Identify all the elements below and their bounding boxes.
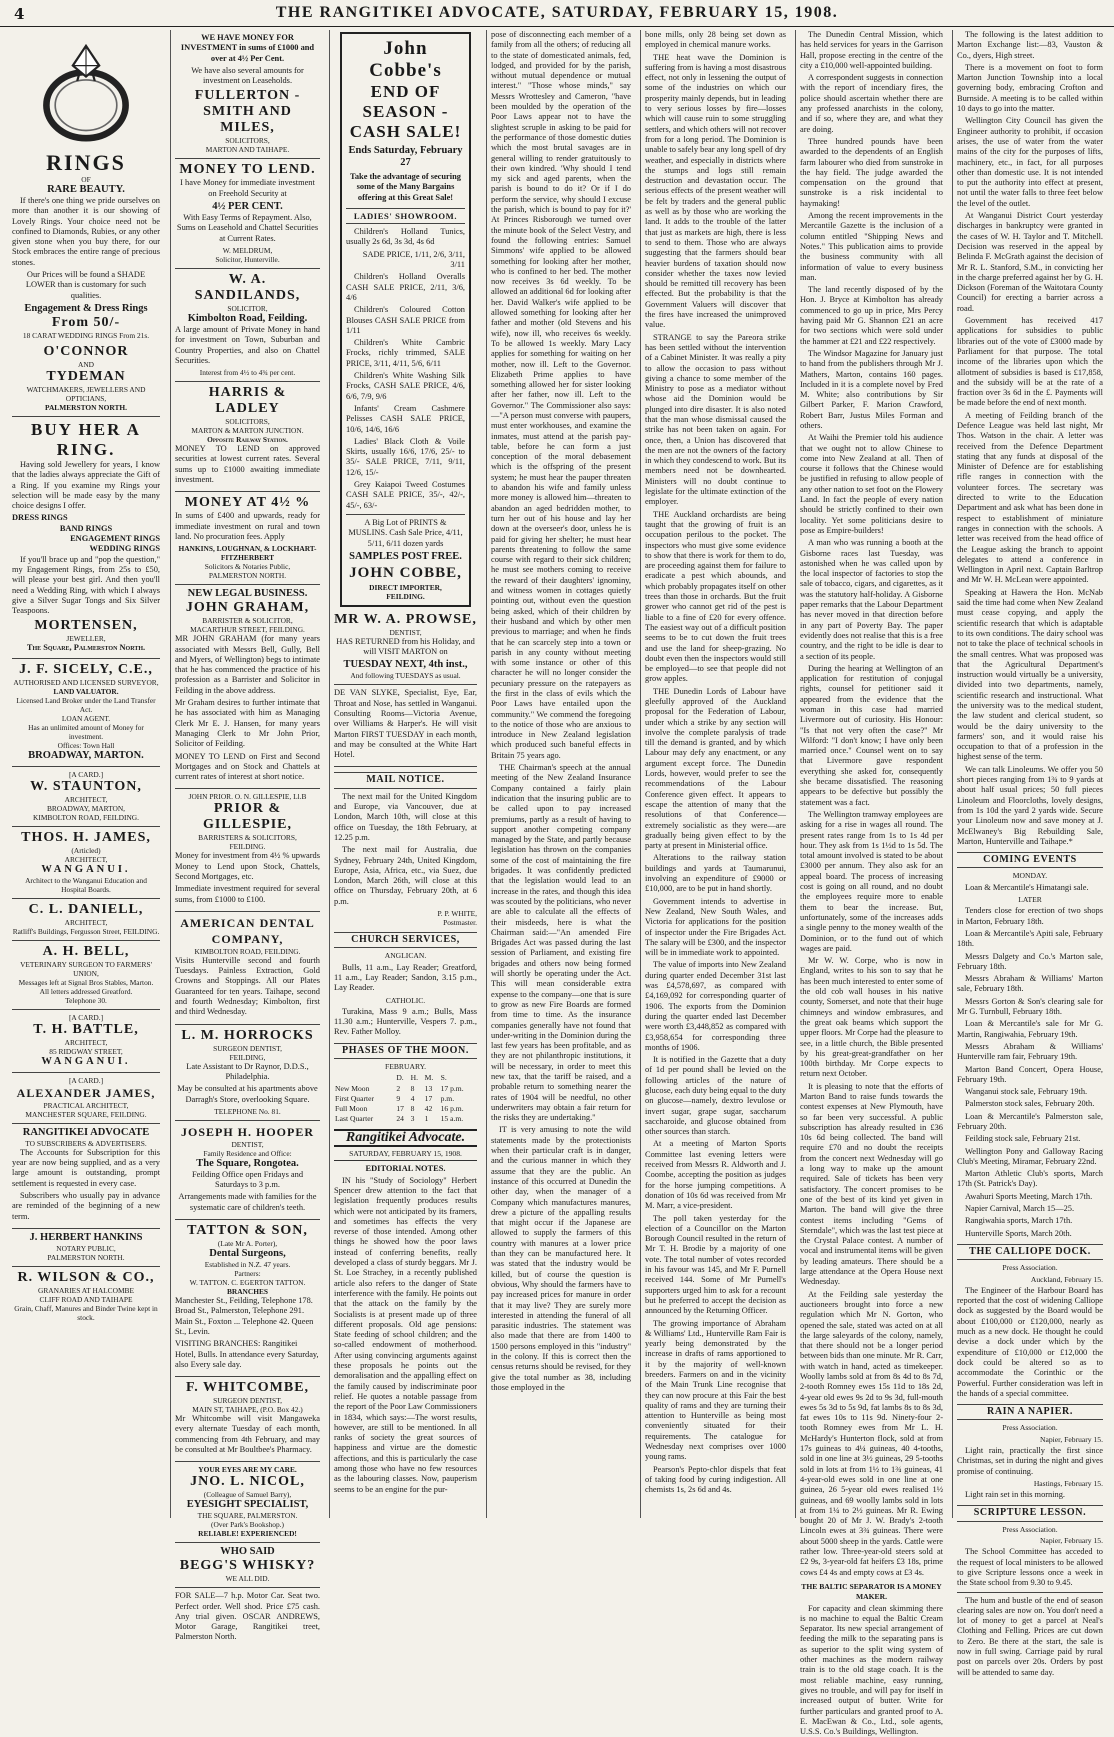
moon-phases-heading: PHASES OF THE MOON. [334,1043,477,1059]
church-services-heading: CHURCH SERVICES, [334,932,477,948]
advocate-notice: RANGITIKEI ADVOCATE TO SUBSCRIBERS & ADVERTISERS. The Accounts for Subscription for this year are now being supplied, and as a very large amount is outstanding, prompt settlement is requested in every case. Subscribers who usually pay in advance are reminded of the beginning of a new term. [12,1124,160,1229]
whitcombe-ad: F. WHITCOMBE, SURGEON DENTIST, MAIN ST, TAIHAPE, (P.O. Box 42.) Mr Whitcombe will visit Mangaweka every alternate Tuesday of each month, commencing from 4th February, and may be consulted at Mr Boultbee's Pharmacy. [175,1377,320,1462]
column-1 [8,30,164,1518]
battle-ad: [A CARD.] T. H. BATTLE, ARCHITECT, 85 RIDGWAY STREET, WANGANUI. [12,1010,160,1073]
newspaper-title: THE RANGITIKEI ADVOCATE, SATURDAY, FEBRUARY 15, 1908. [275,4,839,21]
mail-notice-heading: MAIL NOTICE. [334,772,477,788]
events-list [957,906,1103,1239]
editorial-continued: pose of disconnecting each member of a family from all the others; of reducing all to the state of domesticated animals, fed, lodged, and provided for by the parish, without mutual dependence or mutual interest." "Those whose minds," say Messrs Wrottesley and Cameron, "have been moulded by the operation of the Poor Laws appear not to have the slightest scruple in asking to be paid for the performance of those domestic duties which the most brutal savages are in general willing to render gratuitously to their own kindred. 'Why should I tend my sick and aged parents, when the parish is bound to do it? Or if I do perform the service, why should I excuse the parish, which is bound to pay for it?' At Princes Risborough we turned over the minute book of the Select Vestry, and found the following entries: Samuel Simmons' wife applied to be allowed something for looking after her mother, who is confined to her bed. The mother now receives 3s 6d weekly. To be allowed an additional 6d for looking after her. David Walker's wife applied to be allowed something for looking after her father and mother (old Stevens and his wife), now ill, who receives 6s weekly. To be allowed 1s weekly. Mary Lacy applies for something for waiting on her mother, now ill. Left to the Governor. Elizabeth Prime applies to have something allowed her for sister looking after her father, now ill. Left to the Governor." The Commissioner also says:—"A person must converse with paupers, must enter workhouses, and examine the inmates, must attend at the parish pay-table, before he can form a just conception of the moral debasement which is the offspring of the present system; he must hear the pauper threaten to abandon his wife and family unless more money is allowed him—threaten to abandon an aged bedridden mother, to turn her out of his house and lay her down at the overseer's door, unless he is paid for giving her shelter; he must hear parents threatening to follow the same course with regard to their sick children; he must see mothers coming to receive the reward of their daughters' ignominy, and witness women in cottages quietly pointing out, without even the question being asked, which of their children by their husband and which by other men previous to marriage; and when he finds that he can scarcely step into a town or parish in any county without meeting with some instance or other of this character he will no longer consider the pecuniary pressure on the ratepayers as the first in the class of evils which the Poor Laws have entailed upon the community." We commend the foregoing to the notice of those who are anxious to introduce in New Zealand legislation which produced such baneful effects in Britain 75 years ago. [491,30,631,760]
rings-heading: RINGS [46,150,126,175]
column-3: John Cobbe's END OF SEASON - CASH SALE! Ends Saturday, February 27 Take the advantage of securing some of the Many Bargains offering at this Great Sale! LADIES' SHOWROOM. Children's Holland Tunics, usually 2s 6d, 3s 3d, 4s 6d SADE PRICE, 1/11, 2/6, 3/11, 3/11 Children's Holland Overalls CASH SALE PRICE, 2/11, 3/6, 4/6 Children's Coloured Cotton Blouses CASH SALE PRICE from 1/11 Children's White Cambric Frocks, richly trimmed, SALE PRICE, 3/11, 4/11, 5/6, 6/11 Children's White Washing Silk Frocks, CASH SALE PRICE, 4/6, 6/6, 7/9, 9/6 Infants' Cream Cashmere Pelisses CASH SALE PRICE, 10/6, 14/6, 16/6 Ladies' Black Cloth & Voile Skirts, usually 16/6, 17/6, 25/- to 35/- SALE PRICE, 7/11, 9/11, 12/6, 15/- Grey Kaiapoi Tweed Costumes CASH SALE PRICE, 35/-, 42/-, 45/-, 63/- A Big Lot of PRINTS & MUSLINS. Cash Sale Price, 4/11, 5/11, 6/11 dozen yards SAMPLES POST FREE. JOHN COBBE, DIRECT IMPORTER, FEILDING. MR W. A. PROWSE, DENTIST, HAS RETURNED from his Holiday, and will VISIT MARTON on TUESDAY NEXT, 4th inst., And following TUESDAYS as usual. DE VAN SLYKE, Specialist, Eye, Ear, Throat and Nose, has settled in Wanganui. Consulting Rooms—Victoria Avenue, over Williams & Harper's. He will visit Marton FIRST TUESDAY in each month, and may be consulted at the White Hart Hotel. MAIL NOTICE. The next mail for the United Kingdom and Europe, via Vancouver, due at London, March 10th, will close at this office on Tuesday, the 18th February, at 12.25 p.m. The next mail for Australia, due Sydney, February 24th, United Kingdom, Europe, Asia, Africa, etc., via Suez, due London, March 26th, will close at this office on Thursday, February 20th, at 6 p.m. P. P. WHITE, Postmaster. CHURCH SERVICES, ANGLICAN. Bulls, 11 a.m., Lay Reader; Greatford, 11 a.m., Lay Reader; Sandon, 3.15 p.m., Lay Reader. CATHOLIC. Turakina, Mass 9 a.m.; Bulls, Mass 11.30 a.m.; Hunterville, Vespers 7. p.m., Rev. Father Molloy. PHASES OF THE MOON. FEBRUARY. D. H. M. S. New Moon 2 8 13 17 p.m. First Quarter 9 4 17 p.m. Full Moon 17 8 42 16 p.m. Last Quarter 24 3 1 15 a.m. Rangitikei Advocate. SATURDAY, FEBRUARY 15, 1908. EDITORIAL NOTES. IN his "Study of Sociology" Herbert Spencer drew attention to the fact that legislation frequently produces results which were not anticipated by its framers, and sometimes has effects the very reverse of those intended. Among other things he showed how the poor laws instead of conferring benefits, really developed a class of sturdy beggars. Mr J. St. Loe Strachey, in a recently published article also refers to the danger of State interference with the family. He points out that the attack on the family by the Socialists is at present made up of three different proposals. Old age pensions: State feeding of school children; and the so-called endowment of motherhood. After using convincing arguments against these proposals he points out the demoralisation and the appalling effect on the family caused by indiscriminate poor relief. He quotes a notable passage from the report of the Poor Law Commissioners in 1834, which says:—The worst results, however, are still to be mentioned. In all ranks of society the great sources of happiness and virtue are the domestic affections, and this is particularly the case among those who have no few resources as the labouring classes. Now, pauperism seems to be an engine for the pur- [329,30,481,1518]
list-item: Marton Band Concert, Opera House, February 19th. [957,1064,1103,1084]
list-item: Messrs Abraham & Williams' Marton sale, February 18th. [957,974,1103,994]
coming-events-heading: COMING EVENTS [957,852,1103,868]
ladies-price-list: Children's Holland Tunics, usually 2s 6d, 3s 3d, 4s 6d SADE PRICE, 1/11, 2/6, 3/11, 3/11 Children's Holland Overalls CASH SALE PRICE, 2/11, 3/6, 4/6 Children's Coloured Cotton Blouses CASH SALE PRICE from 1/11 Children's White Cambric Frocks, richly trimmed, SALE PRICE, 3/11, 4/11, 5/6, 6/11 Children's White Washing Silk Frocks, CASH SALE PRICE, 4/6, 6/6, 7/9, 9/6 Infants' Cream Cashmere Pelisses CASH SALE PRICE, 10/6, 14/6, 16/6 Ladies' Black Cloth & Voile Skirts, usually 16/6, 17/6, 25/- to 35/- SALE PRICE, 7/11, 9/11, 12/6, 15/- Grey Kaiapoi Tweed Costumes CASH SALE PRICE, 35/-, 42/-, 45/-, 63/- [346,227,465,510]
list-item: Awahuri Sports Meeting, March 17th. [965,1191,1093,1201]
prowse-ad: MR W. A. PROWSE, DENTIST, HAS RETURNED from his Holiday, and will VISIT MARTON on TUESDAY NEXT, 4th inst., And following TUESDAYS as usual. [334,609,477,686]
table-row: Last Quarter 24 3 1 15 a.m. [335,1114,464,1124]
column-4 [486,30,635,1518]
money-invest-ad: WE HAVE MONEY FOR INVESTMENT in sums of £1000 and over at 4½ Per Cent. We have also several amounts for investment on Leaseholds. FULLERTON - SMITH AND MILES, SOLICITORS, MARTON AND TAIHAPE. [175,30,320,159]
column-5: bone mills, only 28 being set down as employed in chemical manure works. THE heat wave the Dominion is suffering from is having a most disastrous effect, not only in lessening the output of some of the industries on which our prosperity mainly depends, but in leading to very serious losses by fire—losses which will cause ruin to some struggling settlers, and which others will not recover from for a long period. The Dominion is unable to safely bear any long spell of dry weather, and especially in districts where the stumps and logs still remain destruction and devastation occur. The serious effects of the present weather will be felt by traders and the general public as well as by those who are working the land. It adds to the trouble of the latter that just as markets are high, there is less to send to them. Those who are always suggesting that the farmers should bear heavier burdens of taxation should now consider whether the taxes now levied should be remitted till recovery has been effected. But the probability is that the Government Valuers will discover that the fires have increased the unimproved value. STRANGE to say the Pareora strike has been settled without the intervention of a Cabinet Minister. It was really a pity to allow the occasion to pass without giving a chance to some member of the Ministry to pose as a mediator without whose aid the Dominion would be plunged into dire disaster. It is also noted that the man whose dismissal caused the strike has not been taken on again. For once, then, a Union has discovered that the men are not the owners of the factory in which they condescend to work. But its members need not be downhearted. Ministers will no doubt continue to legislate for the ultimate extinction of the employer. THE Auckland orchardists are being taught that the growing of fruit is an occupation perilous to the pocket. The inspectors who must give some evidence to show that there is work for them to do, are proceeding against them for failure to eradicate a pest which abounds, and which probably propagates itself on other trees than those in orchards. But the fruit grower who cannot get rid of the pest is liable to a fine of £20 for every offence. The easiest way out of a difficult position seems to be to cut down the fruit trees and use the land for sheep-grazing. No doubt even then the inspectors would still be employed—to see that people did not grow apples. THE Dunedin Lords of Labour have gleefully approved of the Auckland proposal for the Federation of Labour, under which a strike by any section will involve the complete paralysis of trade till the demand is granted, and by which Labour may defy any enactment, or any argument except force. The Dunedin Lords, however, would prefer to see the recommendations of the Labour Conference given effect. It appears to escape the attention of many that the resolutions of that Conference—extremely socialistic as they were—are gradually being given effect to by the party at present in Ministerial office. Alterations to the railway station buildings and yards at Taumarunui, involving an expenditure of £9000 or £10,000, are to be put in hand shortly. Government intends to advertise in New Zealand, New South Wales, and Victoria for applications for the position of inspector under the Fire Brigades Act. The salary will be £300, and the inspector will be in immediate work to appointed. The value of imports into New Zealand during quarter ended December 31st last was £4,578,697, as compared with £4,169,092 for corresponding quarter of 1906. The exports from the Dominion during the quarter ended last December were worth £3,448,852 as compared with £3,958,654 for corresponding three months of 1906. It is notified in the Gazette that a duty of 1d per pound shall be levied on the following articles of the nature of glucose, each duty being equal to the duty on glucose—namely, dextro levulose or invert sugar, grape sugar, saccharum saccharoide, and glucose obtained from other sources than starch. At a meeting of Marton Sports Committee last evening letters were received from Messrs R. Aldworth and J. Coombe, accepting the position as judges for the horse jumping competitions. A donation of 10s 6d was received from Mr M. Marr, a vice-president. The poll taken yesterday for the election of a Councillor on the Marton Borough Council resulted in the return of Mr T. H. Brodie by a majority of one vote. The total number of votes recorded in his favour was 145, and Mr F. Purnell received 144. Some of Mr Purnell's supporters urged him to ask for a recount but he preferred to accept the decision as announced by the Returning Officer. The growing importance of Abraham & Williams' Ltd., Hunterville Ram Fair is yearly being demonstrated by the increase in drafts of rams apportioned to it by the majority of well-known breeders. Farmers on and in the vicinity of the Main Trunk Line recognise that they can now procure at this Fair the best quality of rams and they are turning their attention to Hunterville as being most conveniently situated for their requirements. The catalogue for Wednesday next comprises over 1000 young rams. Pearson's Pepto-chlor dispels that feat of taking food by curing indigestion. All chemists 1s, 2s 6d and 4s. [640,30,790,1518]
list-item: Messrs Gorton & Son's clearing sale for Mr G. Turnbull, February 18th. [957,996,1103,1017]
hooper-ad: JOSEPH H. HOOPER DENTIST, Family Residence and Office: The Square, Rongotea. Feilding Office open Fridays and Saturdays to 3 p.m. Arrangements made with families for the systematic care of children's teeth. [175,1121,320,1220]
calliope-dock-heading: THE CALLIOPE DOCK. [957,1244,1103,1260]
column-6: The Dunedin Central Mission, which has held services for years in the Garrison Hall, propose erecting in the centre of the city a £10,000 well-appointed building. A correspondent suggests in connection with the report of incendiary fires, the police should ascertain whether there are any professed anarchists in the colony, and if so, where they are, and what they are doing. Three hundred pounds have been awarded to the dependents of an English farm labourer who died from sunstroke in the hay field. The judge awarded the compensation on the ground that sunstroke is a risk incidental to haymaking! Among the recent improvements in the Mercantile Gazette is the inclusion of a column entitled "Shipping News and Notes." This publication aims to provide the business community with all information of value to every business man. The land recently disposed of by the Hon. J. Bryce at Kimbolton has already commenced to go up in price, Mrs Percy having paid Mr G. Shannon £21 an acre for two sections which were sold under the hammer at £21 and £22 respectively. The Windsor Magazine for January just to hand from the publishers through Mr J. Mathers, Marton, contains 160 pages. Included in it is a complete novel by Fred M. White; also contributions by Sir Gilbert Parker, F. Marion Crawford, Robert Barr, Justus Miles Forman and others. At Waihi the Premier told his audience that we ought not to allow Chinese to come into New Zealand at all. Then of course it follows that the Chinese would be justified in refusing to allow people of any other nation to set foot on the Flowery Land. In fact the people of every nation should be strictly confined to their own locality. Yet some politicians desire to pose as Empire-builders! A man who was running a booth at the Gisborne races last Tuesday, was astonished when he was called upon by the local inspector of factories to stop the sale of tobacco, cigars, and cigarettes, as it was the statutory half-holiday. A Gisborne paper remarks that the Labour Department has never moved in that direction before in any part of Poverty Bay. The paper evidently does not realise that this is a free country, and the right to be idle is dear to a section of its people. During the hearing at Wellington of an application for restitution of conjugal rights, counsel for petitioner said it appeared from the evidence that the woman in this case had married Livermore out of curiosity. His Honour: "Is that not very often the case?" Mr Wilford: "I don't know; I have only been married once." Counsel went on to say that Livermore gave respondent everything she asked for, consequently she became dissatisfied. The reasoning appears to be defective but possibly the statement was a fact. The Wellington tramway employees are asking for a rise in wages all round. The present rates range from 1s to 1s 4d per hour. They ask from 1s 1½d to 1s 5d. The total amount involved is stated to be about £3000 per annum. They also ask for an appeal board. The process of increasing cost is going on all round, and no doubt the employees require more to enable them to bear the increase. But, unfortunately, some of the increases adds a single penny to the money wealth of the Dominion, or to the fund out of which wages are paid. Mr W. W. Corpe, who is now in England, writes to his son to say that he has been much interested to enter some of the old cob wall houses in his native county, Somerset, and note that their huge chimneys and window embrasures, and the great oak beams which support the upper floors. Mr Corpe had the pleasure to see, in a little church, the Bible presented by his great-great-grandfather on her 100th birthday. Mr Corpe expects to return next October. It is pleasing to note that the efforts of Marton Band to raise funds towards the contest expenses at New Plymouth, have so far been very successful. A public subscription has already resulted in £36 10s 6d being collected. The band will require £70 and no doubt the receipts from the concert next Wednesday will go a long way to make up the amount required. Sale of tickets has been very satisfactory. The concert promises to be one of the best of its kind yet given in Marton. The band will give the three contest items including "Gems of Sterndale", which was the last test piece at the Crystal Palace contest. A number of vocal and instrumental items will be given by leading amateurs. There should be a large attendance at the Opera House next Wednesday. At the Feilding sale yesterday the auctioneers brought into force a new regulation which Mr N. Gorton, who opened the sale, stated was acted on at all the large saleyards of the colony, namely, that there should not be a longer period between bids than one minute. Mr R. Carr, with watch in hand, acted as timekeeper. Woolly lambs sold at from 8s 4d to 8s 7d, 2-tooth Romney ewes 15s 11d to 18s 2d, 4-year old ewes 9s 2d to 9s 3d, full-mouth ewes 5s 3d to 5s 9d, fat lambs 8s to 8s 3d, fat ewes 10s to 11s 9d. Ninety-four 2-tooth Romney ewes from Mr L. H. McHardy's Hunterton flock, sold at from 17s guineas to 4¼ guineas, 40 4-tooths, sold in one line at 3½ guineas, 29 5-tooths sold in lots at from 1½ to 1¾ guineas, 41 4-year-old ewes sold in one line at one guinea, 26 5-year old ewes realised 1½ guineas, and 69 woolly lambs sold in lots at from 1¼ to 2½ guineas. Mr R. Ewing bought 20 of Mr J. W. Brady's 2-tooth Lincoln ewes at 3¾ guineas. There were about 5000 sheep in the yards. Cattle were rather low. Three-year-old steers sold at £2 9s, 3-year-old fat heifers £3 18s, prime cows £4 4s and empty cows at £3 4s. THE BALTIC SEPARATOR IS A MONEY MAKER. For capacity and clean skimming there is no machine to equal the Baltic Cream Separator. Its new special arrangement of feeding the milk to the separating pans is as superior to the split wing system of other machines as the modern railway train is to the old stage coach. It is the most reliable machine, easy running, gives no trouble, and will pay for itself in increased output of butter. Write for further particulars and granted proof to A. E. MacEwan & Co., Ltd., sole agents, U.S.S. Co.'s Buildings, Wellington. [795,30,947,1518]
masthead [0,0,1114,27]
list-item: Palmerston stock sales, February 20th. [965,1099,1095,1109]
list-item: Napier Carnival, March 15—25. [965,1204,1075,1214]
list-item: Rangiwahia sports, March 17th. [965,1216,1073,1226]
alexander-james-ad: [A CARD.] ALEXANDER JAMES, PRACTICAL ARCHITECT, MANCHESTER SQUARE, FEILDING. [12,1073,160,1124]
hankins-ad: J. HERBERT HANKINS NOTARY PUBLIC, PALMERSTON NORTH. [12,1229,160,1267]
list-item: Feilding stock sale, February 21st. [965,1134,1081,1144]
table-row: First Quarter 9 4 17 p.m. [335,1093,455,1103]
column-7: The following is the latest addition to Marton Exchange list:—83, Vauston & Co., dyers, High street. There is a movement on foot to form Marton Junction Township into a local governing body, embracing Crofton and Burnside. A meeting is to be called within 10 days to go into the matter. Wellington City Council has given the Engineer authority to prohibit, if occasion arises, the use of water from the water mains of the city for the purposes of lifts, machinery, etc., in fact, for all purposes other than domestic use. It is not intended to put the authority into effect at present, not until the water falls to three feet below the level of the outlet. At Wanganui District Court yesterday discharges in bankruptcy were granted in the cases of W. H. Taylor and T. Mitchell. Decision was reserved in the appeal by Belinda F. McGrath against the decision of Mr R. L. Stanford, S.M., in convicting her in the charge preferred against her by G. H. Dickson (Foreman of the Waitotara County Council) for erecting a barrier across a road. Government has received 417 applications for subsidies to public libraries out of the vote of £3000 made by Parliament for that purpose. The total income of the libraries upon which the allotment of subsidies is based is £17,858, and the subsidy will be at the rate of a fraction over 3s 6d in the £. Payments will be made before the end of next month. A meeting of Feilding branch of the Defence League was held last night, Mr Thos. Watson in the chair. A letter was received from the Defence Department stating that any funds at disposal of the Minister of Defence are for establishing rifle ranges in connection with the volunteer forces. The secretary was directed to write to the Education Department and ask what has been done in respect to establishment of miniature ranges in connection with the schools. A letter was received from the head office of the League asking the branch to appoint delegates to attend a conference in Wellington in April next. Captain Barltrop and Mr W. H. McLean were appointed. Speaking at Hawera the Hon. McNab said the time had come when New Zealand must cease copying, and apply the scientific research that which is adaptable to its own conditions. The dairy school was not to take the place of technical schools in the small centres. What was proposed was that the Agricultural Department's instruction would virtually be a university, divided into two departments, namely, scientific research and instructional. What the university was to the medical student, the law student and clerical student, so would be the dairy university to the farmers' son, and it would raise his occupation to that of a profession in the highest sense of the term. We can talk Linoleums. We offer you 50 short pieces ranging from 1¾ to 9 yards at about half usual prices; 50 full pieces Linoleum and Floorcloths, lovely designs, from 1s 10d the yard 2 yards wide. Secure your Linoleum now and save money at J. McElwaney's Big Rebuilding Sale, Marton, Hunterville and Taihape.* COMING EVENTS MONDAY. Loan & Mercantile's Himatangi sale. LATER Tenders close for erection of two shops in Marton, February 18th. Loan & Mercantile's Apiti sale, February 18th. Messrs Dalgety and Co.'s Marton sale, February 18th. Messrs Abraham & Williams' Marton sale, February 18th. Messrs Gorton & Son's clearing sale for Mr G. Turnbull, February 18th. Loan & Mercantile's sale for Mr G. Martin, Rangiwahia, February 19th. Messrs Abraham & Williams' Hunterville ram fair, February 19th. Marton Band Concert, Opera House, February 19th. Wanganui stock sale, February 19th. Palmerston stock sales, February 20th. Loan & Mercantile's Palmerston sale, February 20th. Feilding stock sale, February 21st. Wellington Pony and Galloway Racing Club's Meeting, Miramar, February 22nd. Marton Athletic Club's sports, March 17th (St. Patrick's Day). Awahuri Sports Meeting, March 17th. Napier Carnival, March 15—25. Rangiwahia sports, March 17th. Hunterville Sports, March 20th. THE CALLIOPE DOCK. Press Association. Auckland, February 15. The Engineer of the Harbour Board has reported that the cost of widening Calliope dock as suggested by the Board would be about £100,000 or £120,000, nearly as much as a new dock. He thought he could devise a dock under which by the expenditure of £10,000 or £12,000 the dock could be altered so as to accommodate the Corinthic or the Powerful. Further consideration was left in the hands of a special committee. RAIN A NAPIER. Press Association. Napier, February 15. Light rain, practically the first since Christmas, set in during the night and gives promise of continuing. Hastings, February 15. Light rain set in this morning. SCRIPTURE LESSON. Press Association. Napier, February 15. The School Committee has acceded to the request of local ministers to be allowed to give Scripture lessons once a week in the State school from 9.30 to 9.45. The hum and bustle of the end of season clearing sales are now on. You don't need a lot of money to get a parcel at Neal's Clothing and Felling. Prices are cut down to Zero. Be there at the start, the sale is now in full swing. Carriage paid by rural post on parcels over 20s. Orders by post will be attended to same day. [952,30,1107,1518]
editorial-insurance: THE Chairman's speech at the annual meeting of the New Zealand Insurance Company contained a fairly plain indication that the insuring public are to be called upon to pay increased premiums, partly as a result of having to support another competing company managed by the State, and partly because legislation has thrown on the companies some of the cost of maintaining the fire brigades. It was confidently predicted that the legislation would lead to an increase in the rates, and though this idea was scouted by the politicians, who never are able to calculate all the effects of their misdeeds, here is what the Chairman said:—"An amended Fire Brigades Act was passed during the last session of Parliament, and existing fire brigades and others now being formed will shortly be operating under the Act. This will mean considerable extra expense to the company—one that is sure to grow as new Fire Boards are formed from time to time. As the insurance companies generally have not found that under-writing in the Dominion during the last few years has been profitable, and as they are not philanthropic institutions, it will be necessary, in order to meet this new tax, that the tariff be raised, and a probable return to something nearer the rates of 1904 will be needful, no other underwriters may obtain a fair return for the risks they are undertaking." [491,763,631,1123]
firm-name: O'CONNOR [43,343,129,359]
list-item: Loan & Mercantile's sale for Mr G. Martin, Rangiwahia, February 19th. [957,1019,1103,1039]
column-2 [170,30,324,1642]
table-row: Full Moon 17 8 42 16 p.m. [335,1104,464,1114]
sicely-ad: J. F. SICELY, C.E., AUTHORISED AND LICENSED SURVEYOR, LAND VALUATOR. Licensed Land Broker under the Land Transfer Act. LOAN AGENT. Has an unlimited amount of Money for investment. Offices: Town Hall BROADWAY, MARTON. [12,659,160,767]
list-item: Messrs Dalgety and Co.'s Marton sale, February 18th. [957,951,1103,971]
editorial-protectionists: IT is very amusing to note the wild statements made by the protectionists when their particular craft is in danger, and the curious manner in which they assume that they are the public. An instance of this occurred at Dunedin the other day, when the manager of a Company which manufactures manures, drew a picture of the appalling results that might occur if the Japanese are allowed to supply the farmers of this country with manures at a lower price than they can be manufactured here. It was stated that the industry would be killed, but of course the question is obvious, Why should the farmers have to pay increased prices for manure in order that it may live? They are surely more interested in attending the funeral of all parasitic industries. The statement was also made that there are from 1400 to 1500 persons employed in this "industry" in the colony. If this is correct then the census returns should be revised, for they give the total number as 38, including those employed in the [491,1125,631,1392]
page-number: 4 [14,5,25,23]
wilson-ad: R. WILSON & CO., GRANARIES AT HALCOMBE CLIFF ROAD AND TAIHAPE Grain, Chaff, Manures and Binder Twine kept in stock. [14,1269,158,1322]
tatton-ad: TATTON & SON, (Late Mr A. Porter), Dental Surgeons, Established in N.Z. 47 years. Partners: W. TATTON. C. EGERTON TATTON. BRANCHES Manchester St., Feilding, Telephone 178. Broad St., Palmerston, Telephone 291. Main St., Foxton ... Telephone 42. Queen St., Levin. VISITING BRANCHES: Rangitikei Hotel, Bulls. In attendance every Saturday, also Every sale day. [175,1220,320,1377]
buy-her-ring-ad: BUY HER A RING. Having sold Jewellery for years, I know that the ladies always appreciate the Gift of a Ring. If you examine my Rings your selection will be made easy by the many choice designs I offer. DRESS RINGS BAND RINGS ENGAGEMENT RINGS WEDDING RINGS If you'll brace up and "pop the question," my Engagement Rings, from 25s to £50, will please your best girl. And then you'll need a Wedding Ring, with which I always give a Silver Sugar Tongs and Six Silver Teaspoons. MORTENSEN, JEWELLER, The Square, Palmerston North. [12,417,160,659]
money-four-percent-ad: MONEY AT 4½ % In sums of £400 and upwards, ready for immediate investment on rural and town land. No procuration fees. Apply HANKINS, LOUGHNAN, & LOCKHART-FITZHERBERT Solicitors & Notaries Public, PALMERSTON NORTH. [175,492,320,585]
editorial-text: IN his "Study of Sociology" Herbert Spencer drew attention to the fact that legislation frequently produces results which were not anticipated by its framers, and sometimes has effects the very reverse of those intended. Among other things he showed how the poor laws instead of conferring benefits, really developed a class of sturdy beggars. Mr J. St. Loe Strachey, in a recently published article also refers to the danger of State interference with the family. He points out that the attack on the family by the Socialists is at present made up of three different proposals. Old age pensions: State feeding of school children; and the so-called endowment of motherhood. After using convincing arguments against these proposals he points out the demoralisation and the appalling effect on the family caused by indiscriminate poor relief. He quotes a notable passage from the report of the Poor Law Commissioners in 1834, which says:—The worst results, however, are still to be mentioned. In all ranks of society the great sources of happiness and virtue are the domestic affections, and this is particularly the case among those who have no few resources as the labouring classes. Now, pauperism seems to be an engine for the pur- [334,1175,477,1494]
vanslyke-ad: DE VAN SLYKE, Specialist, Eye, Ear, Throat and Nose, has settled in Wanganui. Consulting Rooms—Victoria Avenue, over Williams & Harper's. He will visit Marton FIRST TUESDAY in each month, and may be consulted at the White Hart Hotel. [334,685,477,767]
staunton-ad: [A CARD.] W. STAUNTON, ARCHITECT, BROADWAY, MARTON, KIMBOLTON ROAD, FEILDING. [12,767,160,827]
american-dental-ad: AMERICAN DENTAL COMPANY, KIMBOLTON ROAD, FEILDING. Visits Hunterville second and fourth Tuesdays. Painless Extraction, Gold Crowns and Stoppings. All our Plates Guaranteed for ten years. Taihape, second and fourth Wednesday; Kimbolton, first and third Wednesday. [175,912,320,1025]
motor-car-sale-ad: FOR SALE—7 h.p. Motor Car. Seat two. Perfect order. Well shod. Price £75 cash. Any trial given. OSCAR ANDREWS, Motor Garage, Rangitikei treet, Palmerston North. [175,1591,320,1642]
begg-whisky-ad: WHO SAID BEGG'S WHISKY? WE ALL DID. [175,1543,320,1588]
editorial-date: SATURDAY, FEBRUARY 15, 1908. [334,1149,477,1161]
list-item: Messrs Abraham & Williams' Hunterville ram fair, February 19th. [957,1041,1103,1062]
rain-napier-heading: RAIN A NAPIER. [957,1404,1103,1420]
editorial-masthead: Rangitikei Advocate. [334,1129,477,1147]
cobbe-sale-box: John Cobbe's END OF SEASON - CASH SALE! Ends Saturday, February 27 Take the advantage of securing some of the Many Bargains offering at this Great Sale! LADIES' SHOWROOM. Children's Holland Tunics, usually 2s 6d, 3s 3d, 4s 6d SADE PRICE, 1/11, 2/6, 3/11, 3/11 Children's Holland Overalls CASH SALE PRICE, 2/11, 3/6, 4/6 Children's Coloured Cotton Blouses CASH SALE PRICE from 1/11 Children's White Cambric Frocks, richly trimmed, SALE PRICE, 3/11, 4/11, 5/6, 6/11 Children's White Washing Silk Frocks, CASH SALE PRICE, 4/6, 6/6, 7/9, 9/6 Infants' Cream Cashmere Pelisses CASH SALE PRICE, 10/6, 14/6, 16/6 Ladies' Black Cloth & Voile Skirts, usually 16/6, 17/6, 25/- to 35/- SALE PRICE, 7/11, 9/11, 12/6, 15/- Grey Kaiapoi Tweed Costumes CASH SALE PRICE, 35/-, 42/-, 45/-, 63/- A Big Lot of PRINTS & MUSLINS. Cash Sale Price, 4/11, 5/11, 6/11 dozen yards SAMPLES POST FREE. JOHN COBBE, DIRECT IMPORTER, FEILDING. [340,32,471,607]
rings-ad: RINGS OF RARE BEAUTY. If there's one thing we pride ourselves on more than another it is our showing of Lovely Rings. Your choice need not be confined to Diamonds, Rubies, or any other given stone when you buy there, for our Stock embraces the entire range of precious stones. Our Prices will be found a SHADE LOWER than is customary for such qualities. Engagement & Dress Rings From 50/- 18 CARAT WEDDING RINGS From 21s. O'CONNOR AND TYDEMAN WATCHMAKERS, JEWELLERS AND OPTICIANS, PALMERSTON NORTH. [12,30,160,417]
horrocks-ad: L. M. HORROCKS SURGEON DENTIST, FEILDING, Late Assistant to Dr Raynor, D.D.S., Philadelphia. May be consulted at his apartments above Darragh's Store, overlooking Square. TELEPHONE No. 81. [175,1025,320,1121]
table-row: New Moon 2 8 13 17 p.m. [335,1083,464,1093]
list-item: Tenders close for erection of two shops in Marton, February 18th. [957,906,1103,926]
list-item: Loan & Mercantile's Palmerston sale, February 20th. [957,1111,1103,1131]
james-ad: THOS. H. JAMES, (Articled) ARCHITECT, WANGANUI. Architect to the Wanganui Education and Hospital Boards. [12,827,160,899]
daniell-ad: C. L. DANIELL, ARCHITECT, Ratliff's Buildings, Fergusson Street, FEILDING. [12,899,160,941]
nicol-ad: YOUR EYES ARE MY CARE. JNO. L. NICOL, (Colleague of Samuel Barry), EYESIGHT SPECIALIST, THE SQUARE, PALMERSTON. (Over Park's Bookshop.) RELIABLE! EXPERIENCED! [175,1462,320,1543]
ring-illustration-icon [31,37,141,147]
list-item: Wellington Pony and Galloway Racing Club's Meeting, Miramar, February 22nd. [957,1146,1103,1166]
graham-ad: NEW LEGAL BUSINESS. JOHN GRAHAM, BARRISTER & SOLICITOR, MACARTHUR STREET, FEILDING. MR JOHN GRAHAM (for many years associated with Messrs Bell, Gully, Bell and Myers, of Wellington) begs to intimate that he has commenced the practice of his profession as a Barrister and Solicitor in Feilding in the above address. Mr Graham desires to further intimate that he has associated with him as Managing Clerk Mr E. J. Hansen, for many years Managing Clerk to Mr John Prior, Solicitor of Feilding. MONEY TO LEND on First and Second Mortgages and on Stock and Chattels at current rates of interest at short notice. [175,585,320,789]
list-item: Loan & Mercantile's Apiti sale, February 18th. [957,928,1103,949]
list-item: Marton Athletic Club's sports, March 17th (St. Patrick's Day). [957,1169,1103,1189]
sandilands-ad: W. A. SANDILANDS, SOLICITOR, Kimbolton Road, Feilding. A large amount of Private Money in hand for investment on Town, Suburban and Country Properties, and also on Chattel Securities. Interest from 4½ to 4¾ per cent. [175,269,320,382]
scripture-lesson-heading: SCRIPTURE LESSON. [957,1505,1103,1521]
editorial-notes-heading: EDITORIAL NOTES. [365,1164,446,1174]
list-item: Hunterville Sports, March 20th. [965,1228,1072,1238]
baltic-separator-heading: THE BALTIC SEPARATOR IS A MONEY MAKER. [801,1581,942,1602]
prior-gillespie-ad: JOHN PRIOR. O. N. GILLESPIE, Ll.B PRIOR & GILLESPIE, BARRISTERS & SOLICITORS, FEILDING. Money for investment from 4½ % upwards Money to Lend upon Stock, Chattels, Second Mortgages, etc. Immediate investment required for several sums, from £1000 to £100. [175,789,320,911]
harris-ladley-ad: HARRIS & LADLEY SOLICITORS, MARTON & MARTON JUNCTION. Opposite Railway Station. MONEY TO LEND on approved securities at lowest current rates. Several sums up to £1000 awaiting immediate investment. [175,382,320,492]
moon-phases-table: D. H. M. S. New Moon 2 8 13 17 p.m. First Quarter 9 4 17 p.m. Full Moon 17 8 42 16 p.m. Last Quarter 24 3 1 15 a.m. [334,1073,477,1124]
money-lend-ad: MONEY TO LEND. I have Money for immediate investment on Freehold Security at 4½ PER CENT. With Easy Terms of Repayment. Also, Sums on Leasehold and Chattel Securities at Current Rates. W. MELDRUM, Solicitor, Hunterville. [175,159,320,268]
list-item: Wanganui stock sale, February 19th. [965,1087,1088,1097]
bell-ad: A. H. BELL, VETERINARY SURGEON TO FARMERS' UNION, Messages left at Signal Bros Stables, Marton. All letters addressed Greatford. Telephone 30. [12,941,160,1010]
